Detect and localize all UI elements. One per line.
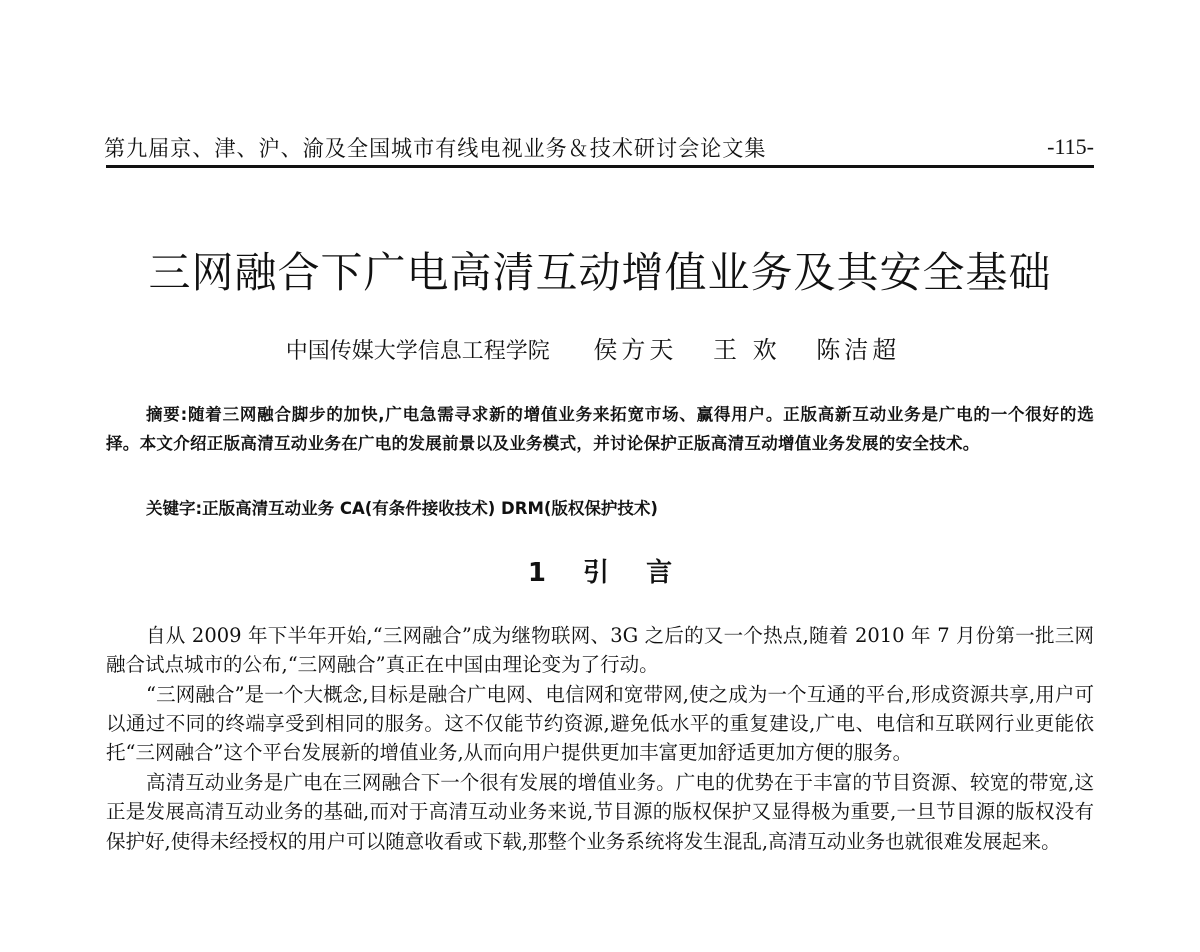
conference-title: 第九届京、津、沪、渝及全国城市有线电视业务＆技术研讨会论文集 (104, 137, 767, 162)
section-title-char: 言 (646, 558, 673, 588)
section-number: 1 (527, 558, 546, 588)
paper-title: 三网融合下广电高清互动增值业务及其安全基础 (148, 248, 1052, 297)
paragraph: 高清互动业务是广电在三网融合下一个很有发展的增值业务。广电的优势在于丰富的节目资源、较宽的带宽,这正是发展高清互动业务的基础,而对于高清互动业务来说,节目源的版权保护又显得极为重要,一旦节目源的版权没有保护好,使得未经授权的用户可以随意收看或下载,那整个业务系统将发生混乱,高清互动业务也就很难发展起来。 (106, 771, 1094, 853)
page-number: -115- (1047, 134, 1094, 159)
author-name: 陈洁超 (816, 336, 901, 364)
keywords-label: 关键字: (146, 499, 203, 518)
author-line (0, 330, 1200, 365)
abstract-label: 摘要: (146, 405, 188, 424)
running-header (104, 132, 1094, 162)
section-body (106, 621, 1094, 856)
affiliation: 中国传媒大学信息工程学院 (285, 339, 550, 364)
keywords (146, 495, 1094, 519)
section-title-char: 引 (583, 558, 610, 588)
author-name: 侯方天 (593, 336, 678, 364)
paragraph: 自从 2009 年下半年开始,“三网融合”成为继物联网、3G 之后的又一个热点,随着 2010 年 7 月份第一批三网融合试点城市的公布,“三网融合”真正在中国由理论变为了行动。 (106, 624, 1094, 677)
header-rule (106, 165, 1094, 168)
author-name: 王 欢 (713, 336, 781, 364)
abstract (106, 400, 1094, 458)
keywords-text: 正版高清互动业务 CA(有条件接收技术) DRM(版权保护技术) (202, 499, 658, 518)
abstract-text: 随着三网融合脚步的加快,广电急需寻求新的增值业务来拓宽市场、赢得用户。正版高新互动业务是广电的一个很好的选择。本文介绍正版高清互动业务在广电的发展前景以及业务模式，并讨论保护正版高清互动增值业务发展的安全技术。 (106, 405, 1095, 453)
paragraph: “三网融合”是一个大概念,目标是融合广电网、电信网和宽带网,使之成为一个互通的平台,形成资源共享,用户可以通过不同的终端享受到相同的服务。这不仅能节约资源,避免低水平的重复建设,广电、电信和互联网行业更能依托“三网融合”这个平台发展新的增值业务,从而向用户提供更加丰富更加舒适更加方便的服务。 (106, 683, 1094, 765)
section-heading (0, 552, 1200, 589)
